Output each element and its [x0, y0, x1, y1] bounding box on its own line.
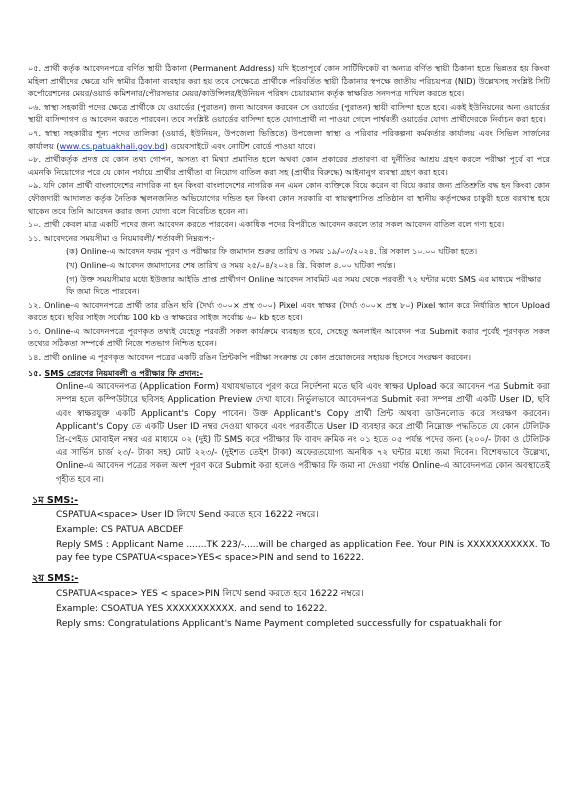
first-sms-example: Example: CS PATUA ABCDEF — [56, 525, 184, 536]
rule-09: ০৯. যদি কোন প্রার্থী বাংলাদেশের নাগরিক না হন কিংবা বাংলাদেশের নাগরিক নন এমন কোন ব্যক্তিকে বিয়ে করেন বা বিয়ে করার জন্য প্রতিশ্রুতি বদ্ধ হন কিংবা কোন ফৌজদারী আদালত কর্তৃক নৈতিক স্খলনজনিত অভিযোগের দন্ডিত হন কিংবা কোন সরকারি বা স্বায়ত্বশাসিত প্রতিষ্ঠান বা স্থানীয় কর্তৃপক্ষের চাকুরী হতে বরখাস্থ হয়ে থাকেন তবে তিনি আবেদন করার জন্য যোগ্য বলে বিবেচিত হবেন না। — [28, 180, 550, 216]
rule-10: ১০. প্রার্থী কেবল মাত্র একটি পদের জন্য আবেদন করতে পারবেন। একাধিক পদের বিপরীতে আবেদন করলে তার সকল আবেদন বাতিল বলে গণ্য হবে। — [28, 219, 505, 230]
schedule-item-ka: (ক) Online-এ আবেদন ফরম পূরণ ও পরীক্ষার ফি জমাদান শুরুর তারিখ ও সময় ১৯/০৩/২০২৪. খ্রি সকাল ১০.০০ ঘটিকা হতে। — [66, 246, 478, 257]
first-sms-reply: Reply SMS : Applicant Name .......TK 223/-.....will be charged as application Fee. Your PIN is XXXXXXXXXXX. To pay fee type CSPATUA<space>YES< space>PIN and send to 16222. — [56, 540, 550, 564]
rule-05: ০৫. প্রার্থী কর্তৃক আবেদনপত্রে বর্ণিত স্থায়ী ঠিকানা (Permanent Address) যদি ইতোপূর্বে কোন সার্টিফিকেট বা অন্যত্র বর্ণিত স্থায়ী ঠিকানা হতে ভিন্নতর হয় কিংবা মহিলা প্রার্থীদের ক্ষেত্রে যদি স্বামীর ঠিকানা ব্যবহার করা হয় তবে সেক্ষেত্রে প্রার্থীকে পরিবর্তিত স্থায়ী ঠিকানার স্বপক্ষে জাতীয় পরিচয়পত্র (NID) উল্লেখসহ সংশ্লিষ্ট সিটি কর্পোরেশনের মেয়র/ওয়ার্ড কমিশনার/পৌরসভার মেয়র/কাউন্সিলর/ইউনিয়ন পরিষদ চেয়ারম্যান কর্তৃক স্বাক্ষরিত সনদপত্র দাখিল করতে হবে। — [28, 63, 550, 99]
second-sms-instruction: CSPATUA<space> YES < space>PIN লিখে send করতে হবে 16222 নম্বরে। — [56, 589, 364, 600]
first-sms-title: ১ম SMS:- — [32, 494, 79, 506]
second-sms-reply: Reply sms: Congratulations Applicant's Name Payment completed successfully for cspatuakhali for — [56, 619, 502, 630]
rule-12: ১২. Online-এ আবেদনপত্রে প্রার্থী তার রঙিন ছবি (দৈর্ঘ্য ৩০০× প্রস্থ ৩০০) Pixel এবং স্বাক্ষর (দৈর্ঘ্য ৩০০× প্রস্থ ৮০) Pixel স্ক্যান করে নির্ধারিত স্থানে Upload করতে হবে। ছবির সাইজ সর্বোচ্চ 100 kb ও স্বাক্ষরের সাইজ সর্বোচ্চ ৬০ kb হতে হবে। — [28, 299, 550, 323]
schedule-item-ga: (গ) উক্ত সময়সীমার মধ্যে ইউজার আইডি প্রাপ্ত প্রার্থীগণ Online আবেদন সাবমিট এর সময় থেকে পরবর্তী ৭২ ঘন্টার মধ্যে SMS এর মাধ্যমে পরীক্ষার ফি জমা দিতে পারবেন। — [66, 273, 542, 297]
civil-surgeon-website-link[interactable]: www.cs.patuakhali.gov.bd — [59, 140, 165, 151]
rule-07-text-before: ০৭. স্বাস্থ্য সহকারীর শূন্য পদের তালিকা (ওয়ার্ড, ইউনিয়ন, উপজেলা ভিত্তিতে) উপজেলা স্বাস্থ্য ও পরিবার পরিকল্পনা কর্মকর্তার কার্যালয় এবং সিভিল সার্জনের কার্যালয় ( — [28, 127, 550, 151]
sms-section-number: ১৫. — [28, 367, 42, 378]
sms-section-body: Online-এ আবেদনপত্র (Application Form) যথাযথভাবে পূরণ করে নির্দেশনা মতে ছবি এবং স্বাক্ষর Upload করে আবেদন পত্র Submit করা সম্পন্ন হলে কম্পিউটারে ছবিসহ Application Preview দেখা যাবে। নির্ভুলভাবে আবেদনপত্র Submit করা সম্পন্ন প্রার্থী একটি User ID, ছবি এবং স্বাক্ষরযুক্ত একটি Applicant's Copy পাবেন। উক্ত Applicant's Copy প্রার্থী প্রিন্ট অথবা ডাউনলোড করে সংরক্ষণ করবেন। Applicant's Copy তে একটি User ID নম্বর দেওয়া থাকবে এবং পরবর্তীতে User ID ব্যবহার করে প্রার্থী নিম্নোক্ত পদ্ধতিতে যে কোন টেলিটক প্রি-পেইড মোবাইল নম্বর এর মাধ্যমে ০২ (দুই) টি SMS করে পরীক্ষার ফি বাবদ ক্রমিক নং ০১ হতে ০৫ পর্যন্ত পদের জন্য (২০০/- টাকা ও টেলিটক এর সার্ভিস চার্জ ২৩/- টাকা সহ) মোট ২২৩/- (দুইশত তেইশ টাকা) অফেরতযোগ্য অনধিক ৭২ ঘন্টার মধ্যে জমা দিবেন। বিশেষভাবে উল্লেখ্য, Online-এ আবেদন পত্রের সকল অংশ পূরণ করে Submit করা হলেও পরীক্ষার ফি জমা না দেওয়া পর্যন্ত Online-এ আবেদনপত্র কোন অবস্থাতেই গৃহীত হবে না। — [56, 382, 550, 485]
sms-section-title: SMS প্রেরণের নিয়মাবলী ও পরীক্ষার ফি প্রদান:- — [44, 367, 203, 378]
rule-11: ১১. আবেদনের সময়সীমা ও নিয়মাবলী/ শর্তাবলী নিম্নরূপ:- — [28, 232, 215, 243]
sms-section-heading — [28, 367, 550, 380]
schedule-item-kha: (খ) Online-এ আবেদন জমাদানের শেষ তারিখ ও সময় ২৫/০৪/২০২৪ খ্রি. বিকাল ৪.০০ ঘটিকা পর্যন্ত। — [66, 259, 396, 270]
rule-14: ১৪. প্রার্থী online এ পূরণকৃত আবেদন পত্রের একটি রঙিন প্রিন্টকপি পরীক্ষা সংক্রান্ত যে কোন প্রয়োজনের সহায়ক হিসেবে সংরক্ষণ করবেন। — [28, 352, 472, 363]
rule-06: ০৬. স্বাস্থ্য সহকারী পদের ক্ষেত্রে প্রার্থীকে যে ওয়ার্ডের (পুরাতন) জন্য আবেদন করবেন সে ওয়ার্ডের (পুরাতন) স্থায়ী বাসিন্দা হতে হবে। একই ইউনিয়নের অন্য ওয়ার্ডের স্থায়ী বাসিন্দাগণ ও আবেদন করতে পারবেন। তবে সংশ্লিষ্ট ওয়ার্ডের বাসিন্দা হতে যোগ্যপ্রার্থী না পাওয়া গেলে পার্শ্ববর্তী ওয়ার্ডের যোগ্য প্রার্থীদেরকে নির্বাচন করা হবে। — [28, 101, 550, 125]
rule-07 — [28, 127, 550, 152]
second-sms-example: Example: CSOATUA YES XXXXXXXXXXX. and send to 16222. — [56, 604, 328, 615]
rule-08: ০৮. প্রার্থীকর্তৃক প্রদত্ত যে কোন তথ্য গোপন, অসত্য বা মিথ্যা প্রমাণিত হলে অথবা কোন প্রকারের প্রতারণা বা দুর্নীতির আশ্রয় গ্রহণ করলে পরীক্ষা পূর্বে বা পরে এমনকি নিয়োগের পরে যে কোন পর্যায়ে প্রার্থীর প্রার্থীতা বা নিয়োগ বাতিল করা সহ (প্রার্থীর বিরুদ্ধে) আইনানুগ ব্যবস্থা গ্রহণ করা হবে। — [28, 154, 550, 177]
first-sms-instruction: CSPATUA<space> User ID লিখে Send করতে হবে 16222 নম্বরে। — [56, 510, 319, 521]
second-sms-title: ২য় SMS:- — [32, 573, 79, 585]
document-body — [28, 62, 550, 633]
rule-07-text-after: ) ওয়েবসাইটে এবং নোটিশ বোর্ডে পাওয়া যাবে। — [164, 140, 316, 151]
rule-13: ১৩. Online-এ আবেদনপত্রে পূরণকৃত তথ্যই যেহেতু পরবর্তী সকল কার্যক্রমে ব্যবহৃত হবে, সেহেতু অনলাইন আবেদন পত্র Submit করার পূর্বেই পূরণকৃত সকল তথ্যের সঠিকতা সম্পর্কে প্রার্থী নিজে শতভাগ নিশ্চিত হবেন। — [28, 325, 550, 349]
